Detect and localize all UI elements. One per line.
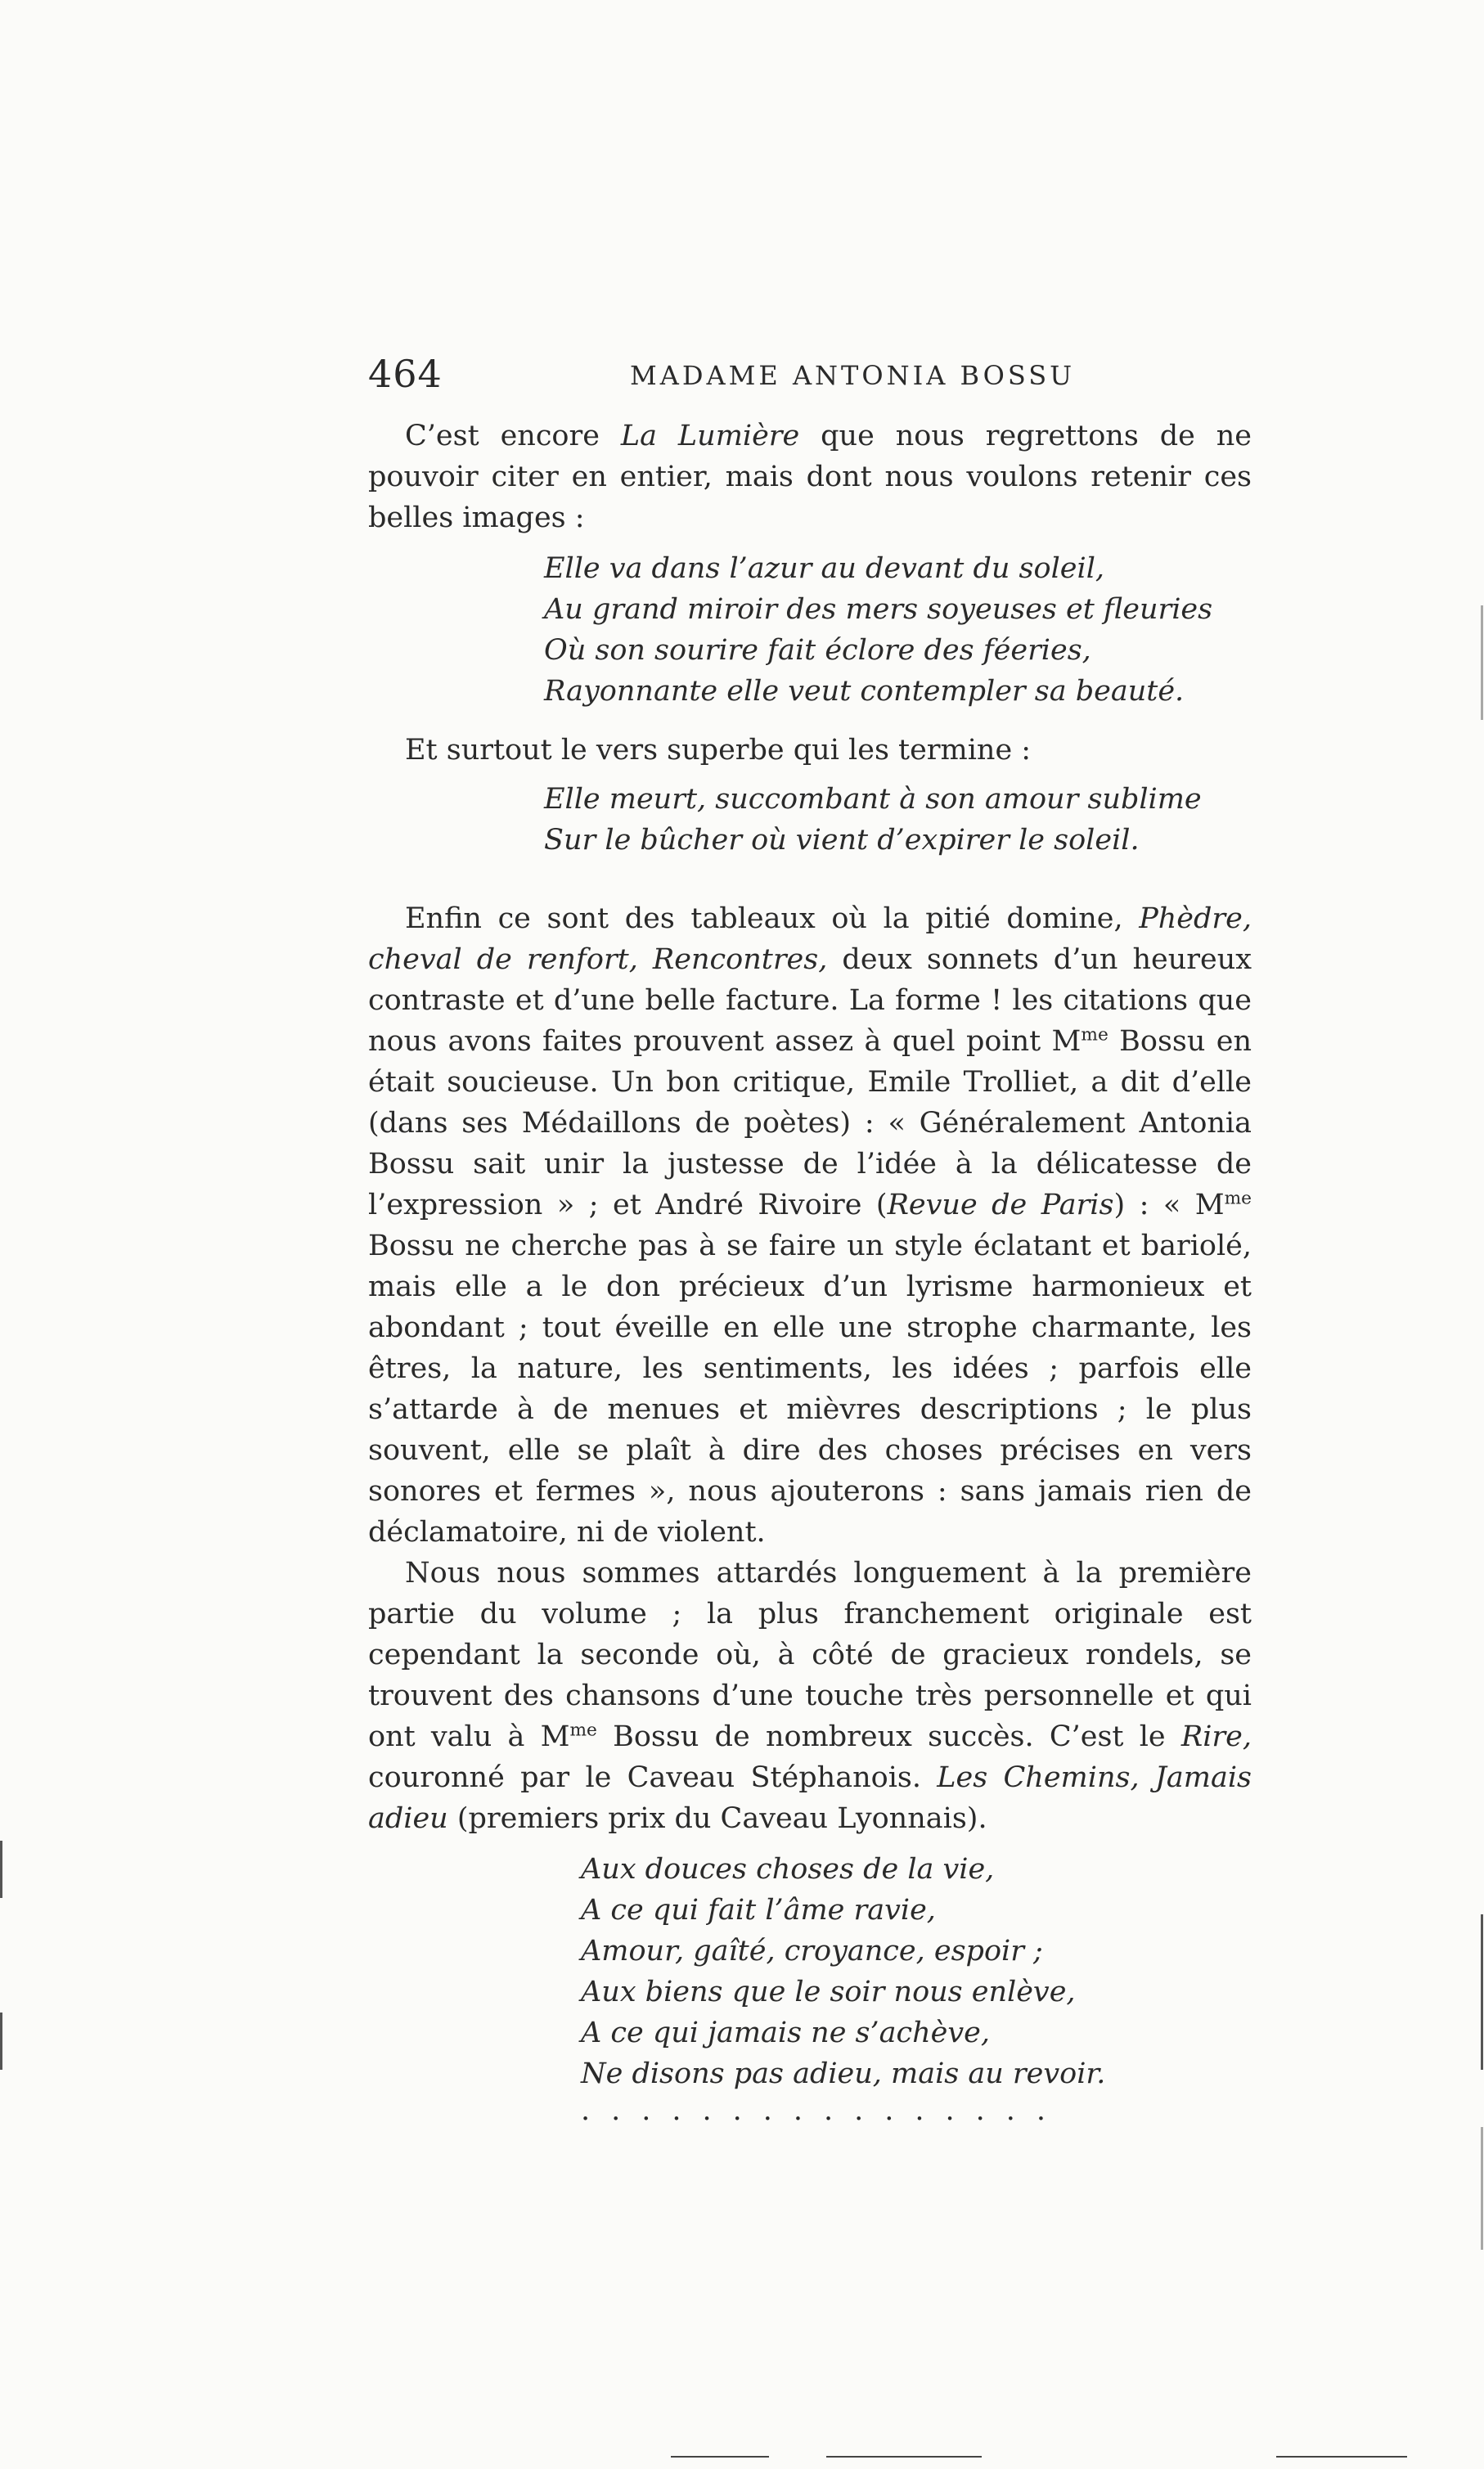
verse-line: Aux douces choses de la vie, [581,1853,995,1886]
running-title: MADAME ANTONIA BOSSU [630,360,1076,391]
scan-bottom-rule [826,2456,982,2458]
journal-title: Revue de Paris [887,1189,1114,1221]
poem-title: La Lumière [620,420,800,452]
verse-line: Sur le bûcher où vient d’expirer le soleil. [544,824,1140,857]
scan-edge-right [1481,2127,1483,2250]
page-number: 464 [368,352,443,396]
verse-block-3 [581,1849,1252,2094]
scan-edge-left [0,2013,2,2070]
paragraph-2: Et surtout le vers superbe qui les termine : [405,734,1032,767]
verse-line: Elle va dans l’azur au devant du soleil, [544,552,1105,585]
verse-line: Aux biens que le soir nous enlève, [581,1976,1076,2008]
body-text [368,416,1252,2127]
verse-line: Ne disons pas adieu, mais au revoir. [581,2058,1106,2090]
scan-edge-left [0,1841,2,1898]
scan-bottom-rule [1276,2456,1407,2458]
ellipsis-line: ................ [581,2094,1068,2127]
scan-edge-right [1481,1914,1483,2070]
song-title: Rire, [1180,1720,1252,1753]
verse-line: A ce qui fait l’âme ravie, [581,1894,936,1927]
page-header [368,352,1252,401]
verse-line: A ce qui jamais ne s’achève, [581,2017,990,2049]
verse-block-2 [544,779,1252,861]
paragraph-3: Enfin ce sont des tableaux où la pitié domine, Phèdre, cheval de renfort, Rencontres, deux sonnets d’un heureux contraste et d’une belle facture. La forme ! les citations que nous avons faites prouvent assez à quel point $M^{me}$ Bossu en était soucieuse. Un bon critique, Emile Trolliet, a dit d’elle (dans ses Médaillons de poètes) : « Généralement Antonia Bossu sait unir la justesse de l’idée à la délicatesse de l’expression » ; et André Rivoire (Revue de Paris) : « $M^{me}$ Bossu ne cherche pas à se faire un style éclatant et bariolé, mais elle a le don précieux d’un lyrisme harmonieux et abondant ; tout éveille en elle une strophe charmante, les êtres, la nature, les sentiments, les idées ; parfois elle s’attarde à de menues et mièvres descriptions ; le plus souvent, elle se plaît à dire des choses précises en vers sonores et fermes », nous ajouterons : sans jamais rien de déclamatoire, ni de violent. [368,902,1252,1549]
scan-edge-right [1481,605,1483,720]
verse-block-1 [544,548,1252,712]
scan-bottom-rule [671,2456,769,2458]
verse-line: Au grand miroir des mers soyeuses et fleuries [544,593,1213,626]
verse-line: Elle meurt, succombant à son amour sublime [544,783,1202,816]
verse-line: Rayonnante elle veut contempler sa beauté. [544,675,1185,708]
verse-line: Amour, gaîté, croyance, espoir ; [581,1935,1043,1968]
paragraph-4: Nous nous sommes attardés longuement à la première partie du volume ; la plus franchement originale est cependant la seconde où, à côté de gracieux rondels, se trouvent des chansons d’une touche très personnelle et qui ont valu à $M^{me}$ Bossu de nombreux succès. C’est le Rire, couronné par le Caveau Stéphanois. Les Chemins, Jamais adieu (premiers prix du Caveau Lyonnais). [368,1557,1252,1835]
paragraph-1: C’est encore La Lumière que nous regrettons de ne pouvoir citer en entier, mais dont nous voulons retenir ces belles images : [368,420,1252,534]
work-titles: Phèdre, cheval de renfort, Rencontres, [368,902,1252,976]
song-titles: Les Chemins, Jamais adieu [368,1761,1252,1835]
verse-line: Où son sourire fait éclore des féeries, [544,634,1091,667]
